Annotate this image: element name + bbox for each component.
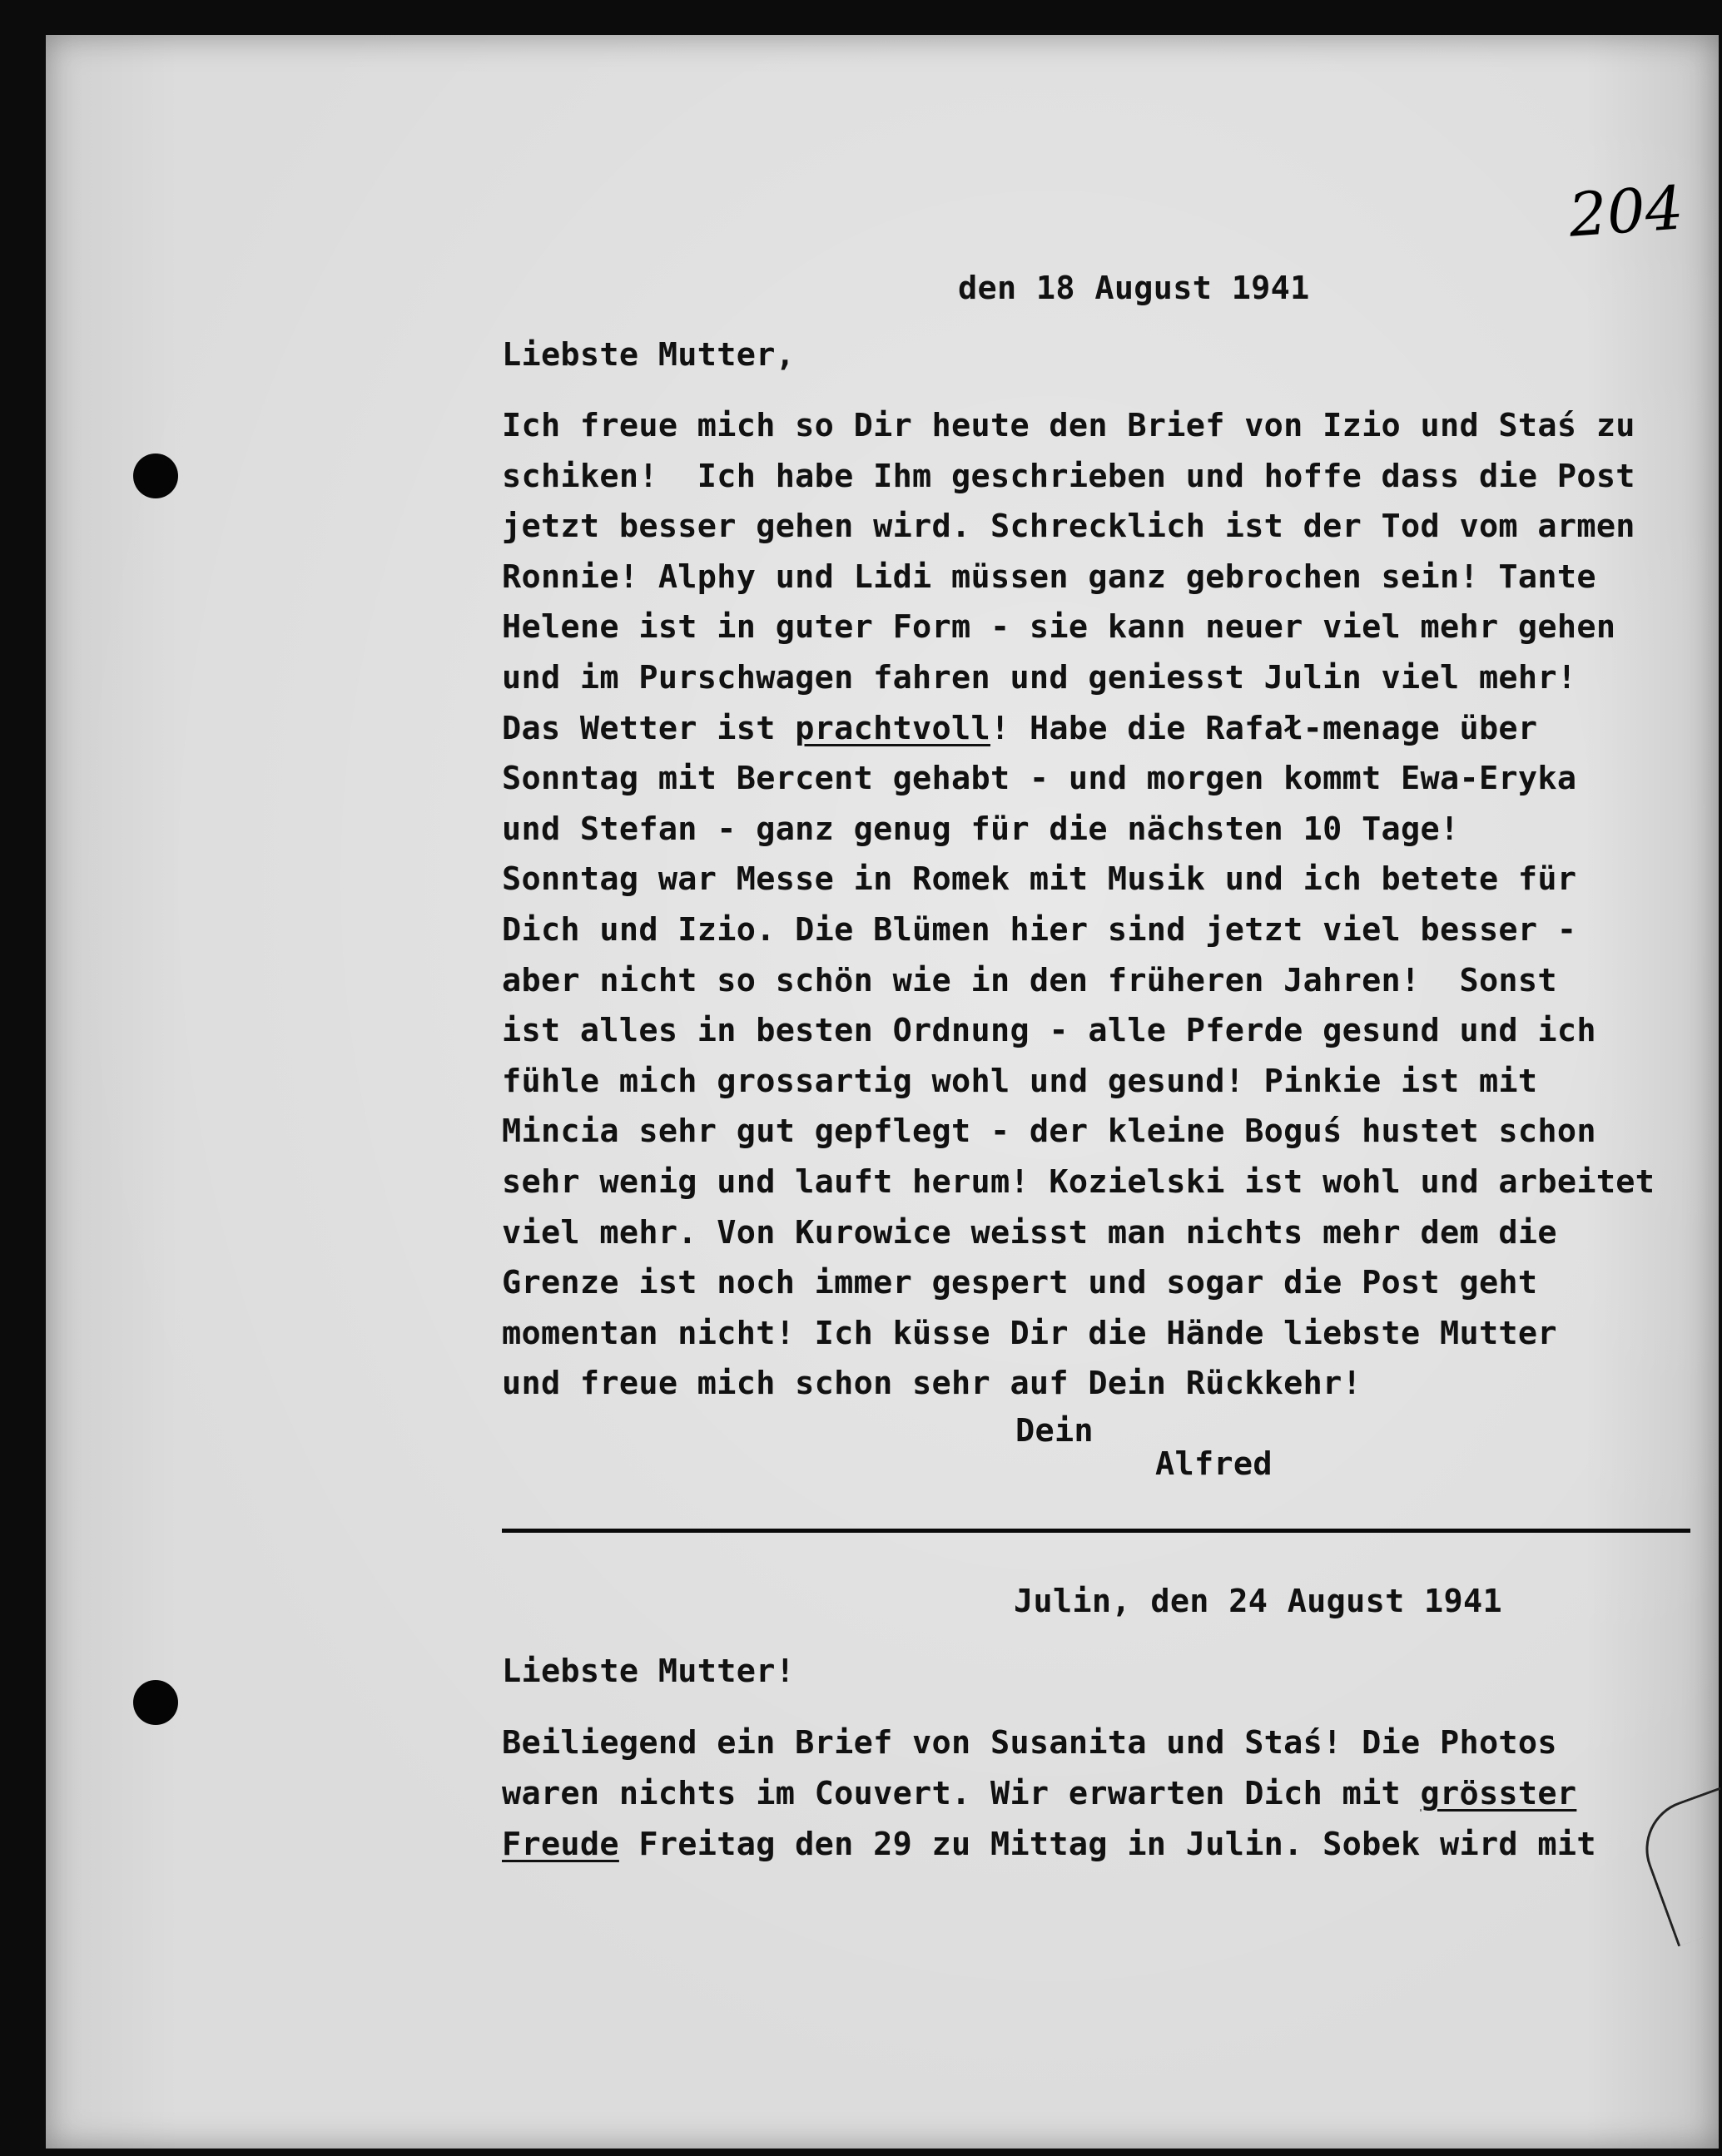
letter2-date: Julin, den 24 August 1941: [1014, 1583, 1502, 1620]
body-line: ! Habe die Rafał-menage über: [990, 709, 1538, 747]
body-line: Grenze ist noch immer gespert und sogar die Post geht: [502, 1264, 1538, 1302]
body-line: Ronnie! Alphy und Lidi müssen ganz gebrochen sein! Tante: [502, 558, 1596, 596]
letter2-body: [502, 1717, 1596, 1870]
underlined-word: prachtvoll: [795, 709, 990, 747]
punch-hole: [133, 454, 178, 498]
letter1-signature: Alfred: [1155, 1445, 1273, 1483]
body-line: momentan nicht! Ich küsse Dir die Hände liebste Mutter: [502, 1314, 1557, 1352]
punch-hole: [133, 1680, 178, 1725]
body-line: schiken! Ich habe Ihm geschrieben und hoffe dass die Post: [502, 457, 1635, 495]
body-line: ist alles in besten Ordnung - alle Pferde gesund und ich: [502, 1012, 1596, 1050]
body-line: Beiliegend ein Brief von Susanita und Staś! Die Photos: [502, 1724, 1557, 1762]
body-line: Freitag den 29 zu Mittag in Julin. Sobek wird mit: [618, 1826, 1596, 1863]
page-number: 204: [1566, 172, 1686, 250]
section-divider: [502, 1529, 1690, 1533]
underlined-word: Freude: [502, 1826, 619, 1863]
body-line: viel mehr. Von Kurowice weisst man nichts mehr dem die: [502, 1213, 1557, 1251]
body-line: Helene ist in guter Form - sie kann neuer viel mehr gehen: [502, 608, 1616, 647]
body-line: aber nicht so schön wie in den früheren Jahren! Sonst: [502, 961, 1557, 999]
body-line: Sonntag war Messe in Romek mit Musik und ich betete für: [502, 860, 1577, 899]
body-line: fühle mich grossartig wohl und gesund! Pinkie ist mit: [502, 1062, 1538, 1100]
body-line: Sonntag mit Bercent gehabt - und morgen kommt Ewa-Eryka: [502, 760, 1577, 798]
letter2-salutation: Liebste Mutter!: [502, 1653, 796, 1690]
body-line: Mincia sehr gut gepflegt - der kleine Boguś hustet schon: [502, 1113, 1596, 1151]
body-line: Ich freue mich so Dir heute den Brief von Izio und Staś zu: [502, 407, 1635, 444]
body-line: sehr wenig und lauft herum! Kozielski ist wohl und arbeitet: [502, 1162, 1655, 1201]
letter1-closing: Dein: [1015, 1412, 1094, 1450]
body-line: und im Purschwagen fahren und geniesst Julin viel mehr!: [502, 658, 1577, 696]
body-line: und Stefan - ganz genug für die nächsten 10 Tage!: [502, 810, 1460, 848]
body-line: Das Wetter ist: [502, 709, 796, 747]
letter1-salutation: Liebste Mutter,: [502, 336, 796, 374]
letter1-body: [502, 401, 1655, 1410]
document-page: [46, 35, 1719, 2149]
underlined-word: grösster: [1420, 1775, 1577, 1812]
body-line: Dich und Izio. Die Blümen hier sind jetzt viel besser -: [502, 910, 1577, 949]
letter1-date: den 18 August 1941: [958, 270, 1310, 307]
body-line: jetzt besser gehen wird. Schrecklich ist der Tod vom armen: [502, 508, 1635, 546]
body-line: und freue mich schon sehr auf Dein Rückkehr!: [502, 1365, 1362, 1403]
body-line: waren nichts im Couvert. Wir erwarten Dich mit: [502, 1775, 1421, 1812]
handwritten-mark: [1632, 1787, 1722, 1947]
